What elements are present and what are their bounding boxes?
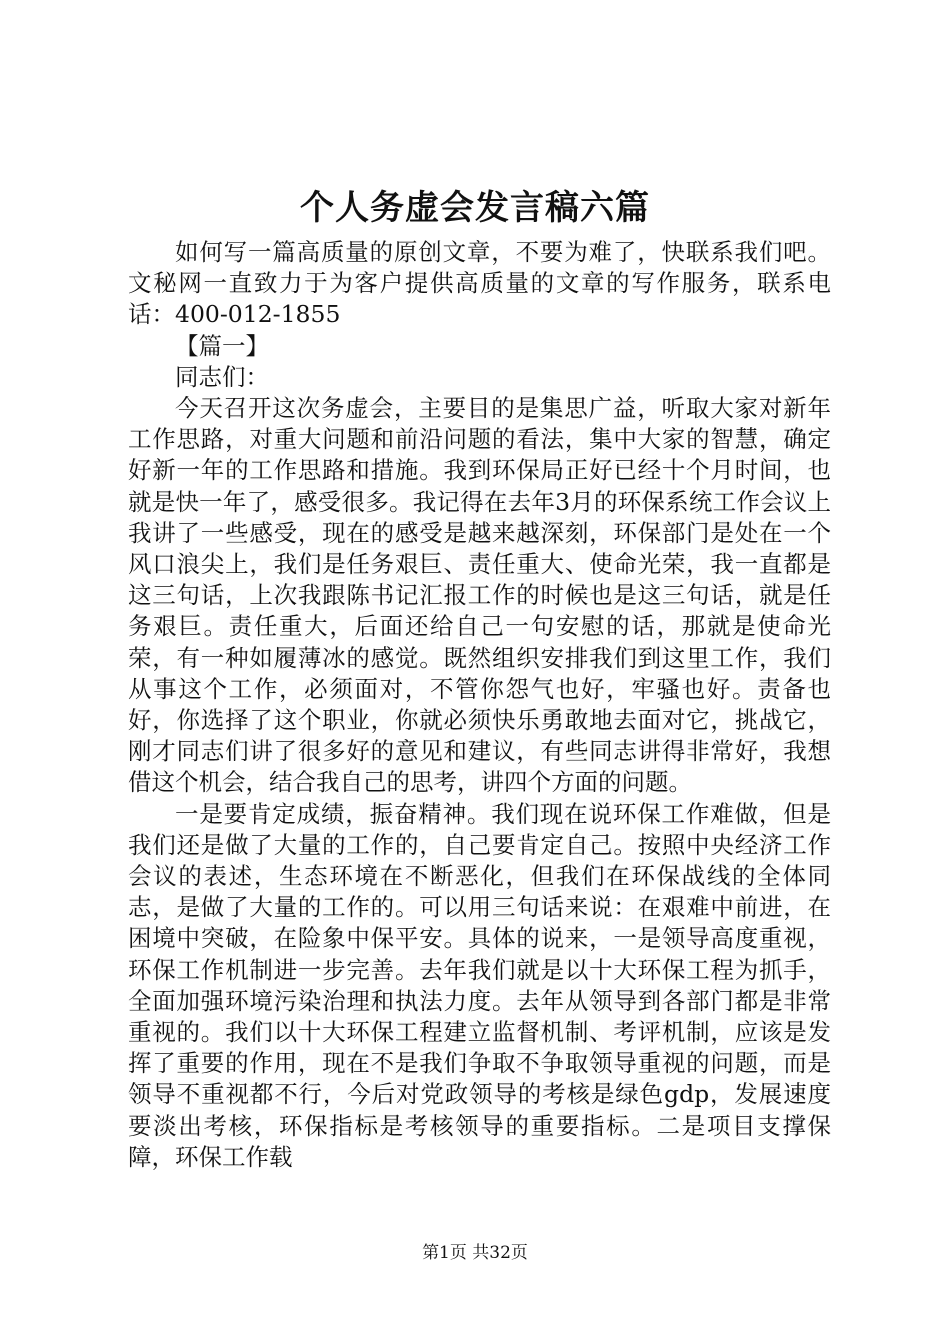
paragraph-body-1: 今天召开这次务虚会，主要目的是集思广益，听取大家对新年工作思路，对重大问题和前沿问题的看法，集中大家的智慧，确定好新一年的工作思路和措施。我到环保局正好已经十个月时间，也就是快一年了，感受很多。我记得在去年3月的环保系统工作会议上我讲了一些感受，现在的感受是越来越深刻，环保部门是处在一个风口浪尖上，我们是任务艰巨、责任重大、使命光荣，我一直都是这三句话，上次我跟陈书记汇报工作的时候也是这三句话，就是任务艰巨。责任重大，后面还给自己一句安慰的话，那就是使命光荣，有一种如履薄冰的感觉。既然组织安排我们到这里工作，我们从事这个工作，必须面对，不管你怨气也好，牢骚也好。责备也好，你选择了这个职业，你就必须快乐勇敢地去面对它，挑战它，刚才同志们讲了很多好的意见和建议，有些同志讲得非常好，我想借这个机会，结合我自己的思考，讲四个方面的问题。 [128,394,831,797]
page-footer: 第1页 共32页 [422,1243,528,1263]
document-title: 个人务虚会发言稿六篇 [300,188,650,228]
document-body [128,237,831,1173]
paragraph-section-heading: 【篇一】 [175,331,269,360]
paragraph-body-2: 一是要肯定成绩，振奋精神。我们现在说环保工作难做，但是我们还是做了大量的工作的，自己要肯定自己。按照中央经济工作会议的表述，生态环境在不断恶化，但我们在环保战线的全体同志，是做了大量的工作的。可以用三句话来说：在艰难中前进，在困境中突破，在险象中保平安。具体的说来，一是领导高度重视，环保工作机制进一步完善。去年我们就是以十大环保工程为抓手，全面加强环境污染治理和执法力度。去年从领导到各部门都是非常重视的。我们以十大环保工程建立监督机制、考评机制，应该是发挥了重要的作用，现在不是我们争取不争取领导重视的问题，而是领导不重视都不行，今后对党政领导的考核是绿色gdp，发展速度要淡出考核，环保指标是考核领导的重要指标。二是项目支撑保障，环保工作载 [128,799,831,1171]
paragraph-intro: 如何写一篇高质量的原创文章，不要为难了，快联系我们吧。文秘网一直致力于为客户提供高质量的文章的写作服务，联系电话：400-012-1855 [128,238,831,329]
paragraph-salutation: 同志们： [175,362,269,391]
